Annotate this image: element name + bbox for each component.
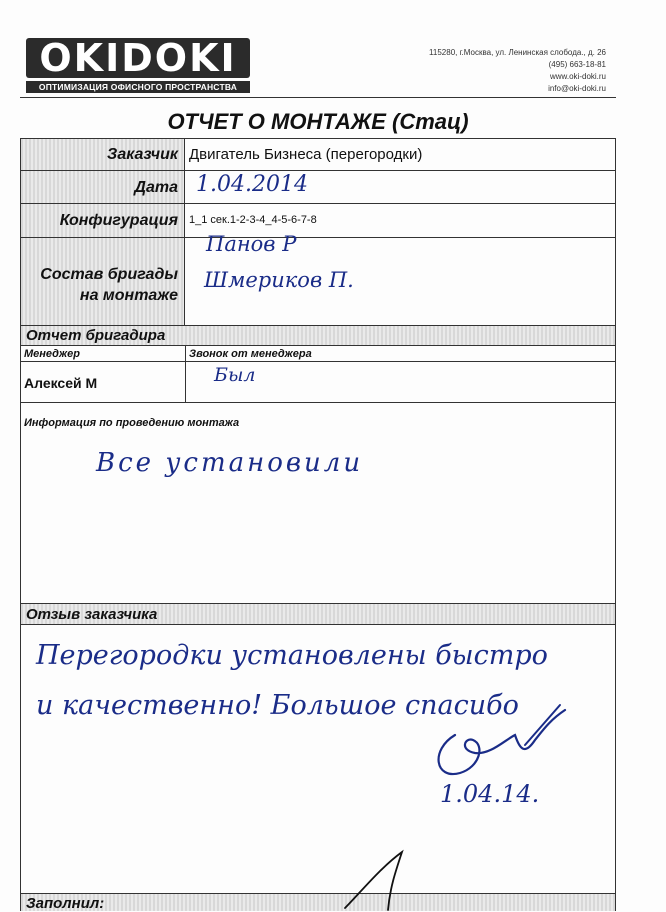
- row-divider: [21, 170, 615, 171]
- crew-label-line2: на монтаже: [79, 287, 178, 304]
- crew-member-1[interactable]: Панов Р: [206, 232, 297, 256]
- foreman-section-title: Отчет бригадира: [26, 327, 166, 344]
- contact-block: [429, 47, 606, 95]
- feedback-line-2[interactable]: и качественно! Большое спасибо: [36, 690, 519, 721]
- email-link[interactable]: info@oki-doki.ru: [548, 84, 606, 93]
- filled-by-row: [21, 894, 615, 911]
- company-logo: [26, 38, 250, 94]
- column-divider: [185, 346, 186, 402]
- configuration-field[interactable]: 1_1 сек.1-2-3-4_4-5-6-7-8: [189, 214, 317, 226]
- client-field[interactable]: Двигатель Бизнеса (перегородки): [189, 146, 423, 163]
- address-text: 115280, г.Москва, ул. Ленинская слобода., д. 26: [429, 48, 606, 57]
- date-field[interactable]: 1.04.2014: [196, 172, 308, 197]
- row-divider: [21, 345, 615, 346]
- manager-field[interactable]: Алексей М: [24, 375, 98, 391]
- date-label: Дата: [134, 179, 178, 196]
- filled-by-signature: [340, 848, 410, 911]
- document-title: ОТЧЕТ О МОНТАЖЕ (Стац): [167, 109, 469, 134]
- customer-signature: [425, 695, 585, 785]
- row-divider: [21, 402, 615, 403]
- feedback-section-title: Отзыв заказчика: [26, 606, 158, 623]
- manager-call-label: Звонок от менеджера: [189, 348, 312, 360]
- configuration-label: Конфигурация: [59, 212, 178, 229]
- crew-label-line1: Состав бригады: [40, 266, 178, 283]
- installation-info-label: Информация по проведению монтажа: [24, 417, 240, 429]
- crew-member-2[interactable]: Шмериков П.: [204, 268, 354, 292]
- column-divider: [184, 139, 185, 325]
- logo-tagline: ОПТИМИЗАЦИЯ ОФИСНОГО ПРОСТРАНСТВА: [26, 81, 250, 93]
- installation-info-field[interactable]: Все установили: [96, 448, 364, 478]
- row-divider: [21, 203, 615, 204]
- manager-call-field[interactable]: Был: [214, 364, 256, 386]
- header-rule: [20, 97, 616, 98]
- row-divider: [21, 624, 615, 625]
- row-divider: [21, 361, 615, 362]
- filled-by-label: Заполнил:: [26, 895, 105, 912]
- website-link[interactable]: www.oki-doki.ru: [549, 72, 606, 81]
- logo-wordmark: OKIDOKI: [26, 38, 250, 78]
- feedback-line-1[interactable]: Перегородки установлены быстро: [36, 640, 548, 671]
- crew-label: [21, 264, 178, 306]
- phone-text: (495) 663-18-81: [548, 60, 606, 69]
- client-label: Заказчик: [107, 146, 178, 163]
- manager-label: Менеджер: [24, 348, 80, 360]
- row-divider: [21, 237, 615, 238]
- signature-date[interactable]: 1.04.14.: [440, 780, 540, 808]
